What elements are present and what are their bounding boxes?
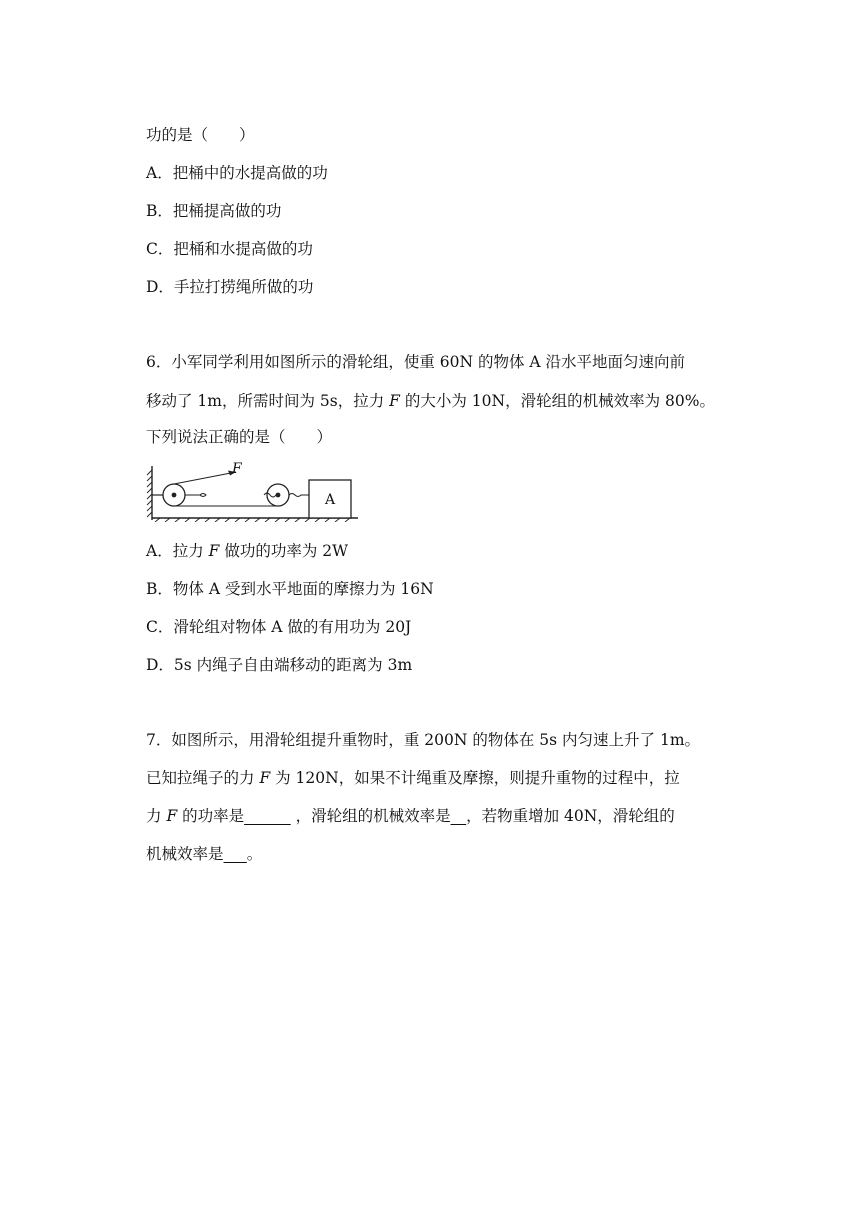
q7-line3-text-b: 的功率是 <box>177 807 245 825</box>
q5-stem-end: 功的是（ ） <box>146 126 255 144</box>
q7-blank-new-efficiency[interactable]: ___ <box>223 845 247 863</box>
q6-option-b: B．物体 A 受到水平地面的摩擦力为 16N <box>146 580 434 598</box>
q7-line4-text: 机械效率是 <box>146 845 224 863</box>
q7-line3-text-d: ，若物重增加 40N，滑轮组的 <box>466 807 675 825</box>
q7-line2-text: 已知拉绳子的力 <box>146 769 260 787</box>
q6-line2-text: 移动了 1m，所需时间为 5s，拉力 <box>146 392 390 410</box>
q6-stem-line1: 6．小军同学利用如图所示的滑轮组，使重 60N 的物体 A 沿水平地面匀速向前 <box>146 353 686 371</box>
q7-line3-text-c: ，滑轮组的机械效率是 <box>290 807 451 825</box>
q6-line2-text-b: 的大小为 10N，滑轮组的机械效率为 80%。 <box>399 392 715 410</box>
q6-option-c: C．滑轮组对物体 A 做的有用功为 20J <box>146 618 412 636</box>
q7-force-symbol: F <box>259 769 271 787</box>
figure-force-label: F <box>232 462 242 477</box>
q7-force-symbol-2: F <box>166 807 178 825</box>
q6-option-a <box>146 540 348 562</box>
q7-stem-line3 <box>146 805 675 827</box>
q7-stem-line4 <box>146 843 262 865</box>
q6-stem-line2 <box>146 390 715 412</box>
q6-option-a-text: A．拉力 <box>146 542 209 560</box>
q5-option-b: B．把桶提高做的功 <box>146 202 282 220</box>
q7-stem-line1: 7．如图所示，用滑轮组提升重物时，重 200N 的物体在 5s 内匀速上升了 1m。 <box>146 731 701 749</box>
q6-force-symbol: F <box>389 392 400 410</box>
q6-option-a-force: F <box>208 542 220 560</box>
q6-option-d: D．5s 内绳子自由端移动的距离为 3m <box>146 656 413 674</box>
q5-option-a: A．把桶中的水提高做的功 <box>146 164 328 182</box>
q7-line3-text: 力 <box>146 807 167 825</box>
q7-stem-line2 <box>146 767 680 789</box>
q7-line4-text-b: 。 <box>246 845 263 863</box>
q5-option-c: C．把桶和水提高做的功 <box>146 240 313 258</box>
q7-line2-text-b: 为 120N，如果不计绳重及摩擦，则提升重物的过程中，拉 <box>270 769 680 787</box>
q5-option-d: D．手拉打捞绳所做的功 <box>146 278 314 296</box>
q7-blank-power[interactable]: ______ <box>244 807 291 825</box>
pulley-diagram <box>146 462 361 522</box>
q6-option-a-text-b: 做功的功率为 2W <box>219 542 349 560</box>
q6-stem-line3: 下列说法正确的是（ ） <box>146 428 333 446</box>
figure-block-label: A <box>324 492 336 508</box>
q7-blank-efficiency[interactable]: __ <box>450 807 467 825</box>
